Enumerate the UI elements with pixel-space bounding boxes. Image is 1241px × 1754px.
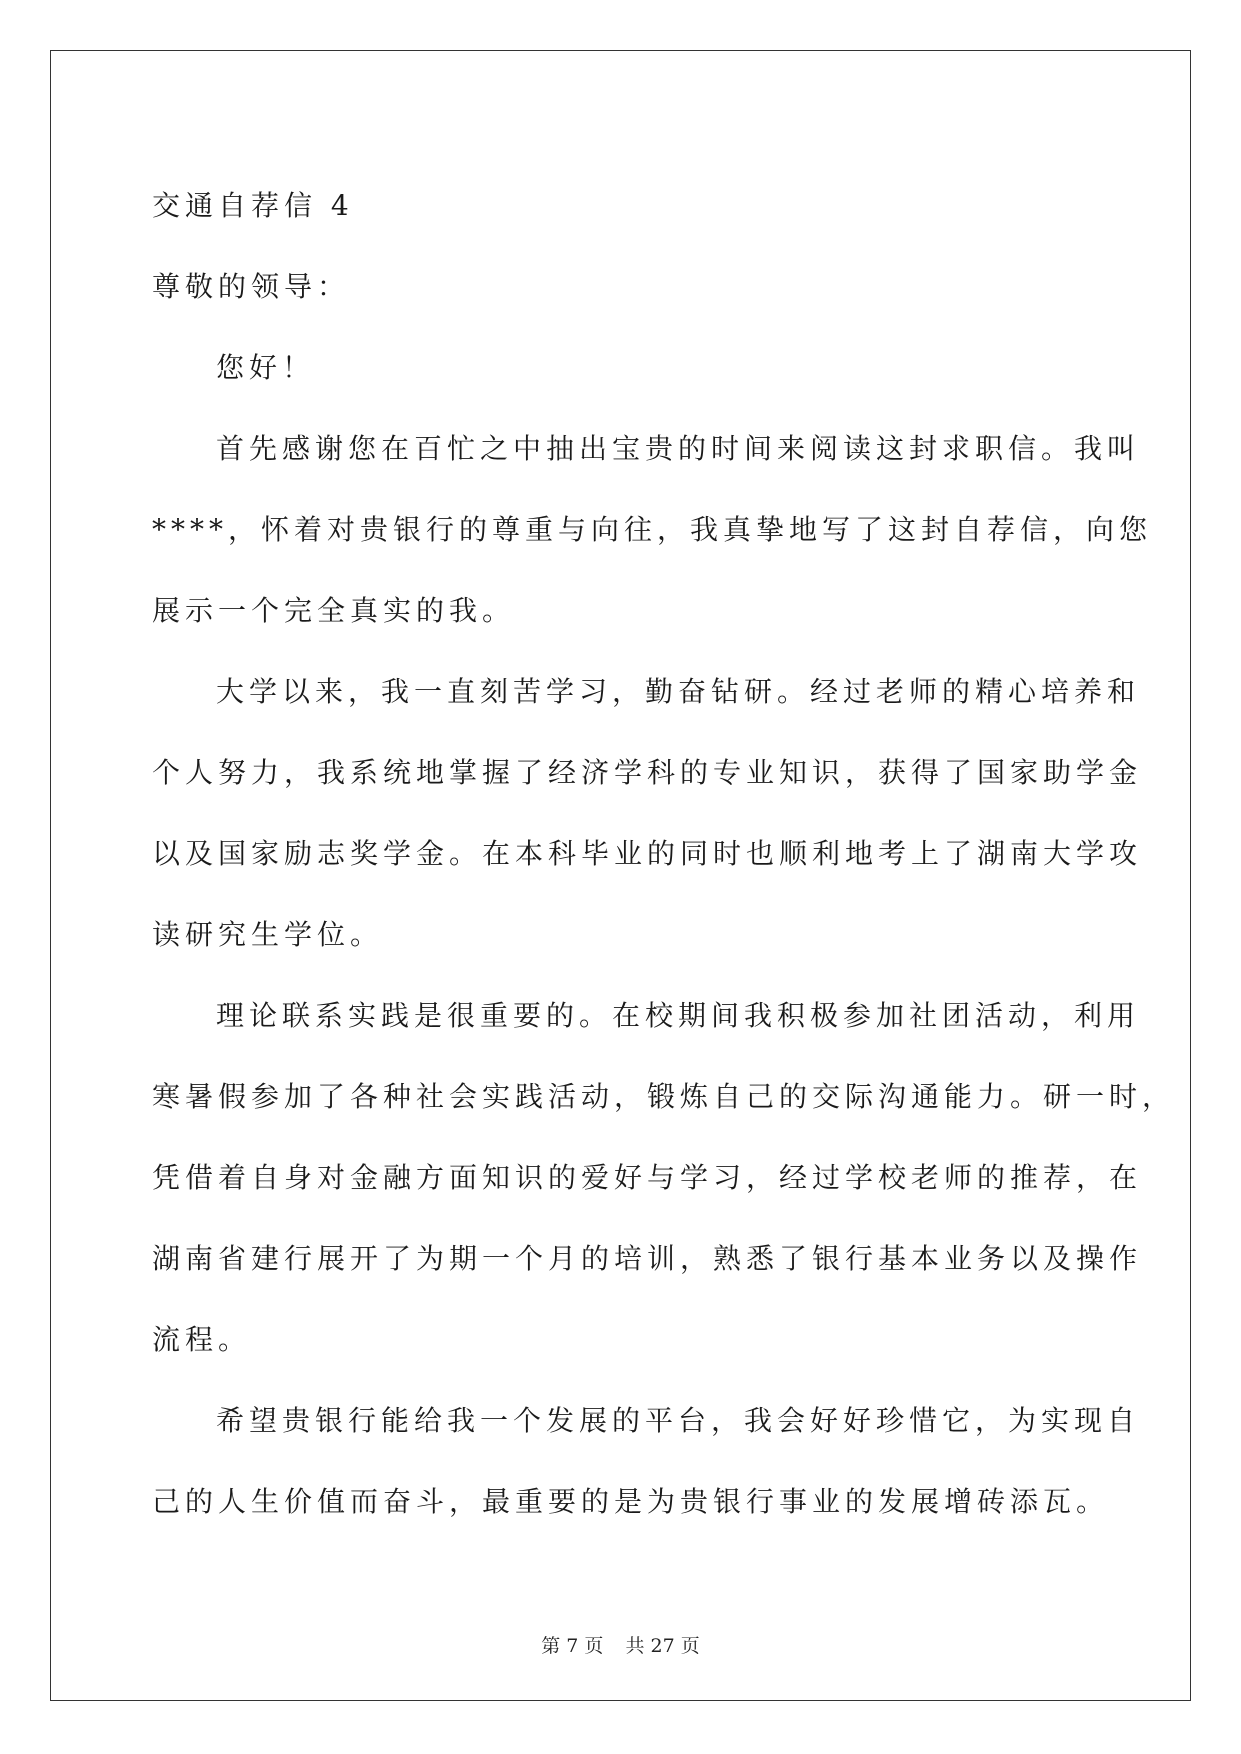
text-line: 首先感谢您在百忙之中抽出宝贵的时间来阅读这封求职信。我叫 xyxy=(216,432,1141,465)
letter-text xyxy=(152,327,1176,1542)
text-line: 读研究生学位。 xyxy=(152,918,384,951)
text-line: 湖南省建行展开了为期一个月的培训，熟悉了银行基本业务以及操作 xyxy=(152,1242,1143,1275)
text-line: 己的人生价值而奋斗，最重要的是为贵银行事业的发展增砖添瓦。 xyxy=(152,1485,1110,1518)
text-line: 个人努力，我系统地掌握了经济学科的专业知识，获得了国家助学金 xyxy=(152,756,1143,789)
salutation: 尊敬的领导： xyxy=(152,270,351,303)
text-line: 希望贵银行能给我一个发展的平台，我会好好珍惜它，为实现自 xyxy=(216,1404,1141,1437)
text-line: 以及国家励志奖学金。在本科毕业的同时也顺利地考上了湖南大学攻 xyxy=(152,837,1143,870)
text-line: 展示一个完全真实的我。 xyxy=(152,594,516,627)
page-number: 第 7 页 xyxy=(541,1635,604,1657)
text-line: 凭借着自身对金融方面知识的爱好与学习，经过学校老师的推荐，在 xyxy=(152,1161,1143,1194)
document-body xyxy=(152,165,1176,1542)
document-title: 交通自荐信 4 xyxy=(152,189,354,222)
page-footer xyxy=(0,1631,1241,1658)
text-line: 大学以来，我一直刻苦学习，勤奋钻研。经过老师的精心培养和 xyxy=(216,675,1141,708)
text-line: 您好！ xyxy=(216,351,316,384)
text-line: 寒暑假参加了各种社会实践活动，锻炼自己的交际沟通能力。研一时， xyxy=(152,1080,1176,1113)
page-count: 共 27 页 xyxy=(625,1635,700,1657)
text-line: ****，怀着对贵银行的尊重与向往，我真挚地写了这封自荐信，向您 xyxy=(152,513,1153,546)
text-line: 流程。 xyxy=(152,1323,252,1356)
text-line: 理论联系实践是很重要的。在校期间我积极参加社团活动，利用 xyxy=(216,999,1141,1032)
